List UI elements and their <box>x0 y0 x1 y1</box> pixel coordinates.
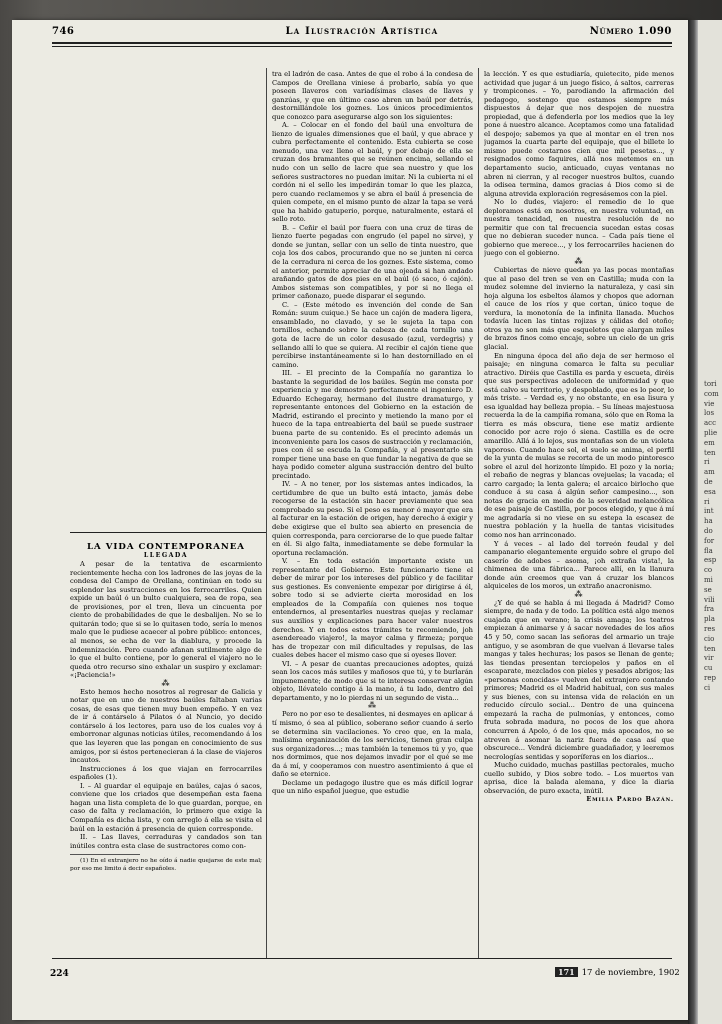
footer-date: 17 de noviembre, 1902 <box>581 967 680 977</box>
header-rule <box>52 42 672 44</box>
adjacent-page-fragment: vie <box>704 399 715 408</box>
adjacent-page-fragment: ten <box>704 644 716 653</box>
column-1 <box>70 543 262 953</box>
adjacent-page-fragment: com <box>704 389 719 398</box>
asterism-ornament: ⁂ <box>574 589 584 599</box>
paragraph: I. – Al guardar el equipaje en baúles, cajas ó sacos, conviene que los criados que desempeñan esta faena hagan una lista completa de lo que guardan, porque, en caso de falta y reclamación, lo primero que exige la Compañía es dicha lista, y con arreglo á ella se visita el baúl en la estación á presencia de quien corresponde. <box>70 781 262 833</box>
footnote: (1) En el extranjero no he oído á nadie quejarse de este mal; por eso me limito á decir españoles. <box>70 858 262 872</box>
adjacent-page-fragment: for <box>704 536 715 545</box>
footer-badge: 171 <box>555 967 578 977</box>
footer-page-number: 224 <box>50 969 69 979</box>
adjacent-page-fragment: esa <box>704 487 716 496</box>
adjacent-page-fragment: los <box>704 409 715 418</box>
adjacent-page-fragment: de <box>704 478 713 486</box>
section-title: LA VIDA CONTEMPORÁNEA <box>87 543 245 552</box>
adjacent-page-fragment: fla <box>704 546 713 555</box>
adjacent-page-fragment: co <box>704 566 713 575</box>
column-divider-2 <box>478 68 479 958</box>
paragraph: V. – En toda estación importante existe un representante del Gobierno. Este funcionario tiene el deber de mirar por los intereses del público y de facilitar sus gestiones. Es conveniente empezar por dirigirse á él, sobre todo si se advierte cierta morosidad en los empleados de la Compañía con quienes nos toque entendernos, al presentarles nuestras quejas y reclamar sus auxilios y explicaciones para hacer valer nuestros derechos. Y en todos estos trámites te recomiendo, joh asendereado viajero!, la mayor calma y firmeza; porque has de tropezar con mil dificultades y repulsas, de las cuales debes hacer el mismo caso que si oyeses llover. <box>272 557 473 660</box>
adjacent-page-fragment: cu <box>704 664 713 673</box>
page-number: 746 <box>52 26 75 37</box>
paragraph: IV. – A no tener, por los sistemas antes indicados, la certidumbre de que un bulto está intacto, jamás debe recogerse de la estación sin hacer previamente que sea comprobado su peso. Si el peso es menor ó mayor que era al facturar en la estación de origen, hay derecho á exigir y debe exigirse que el bulto sea abierto en presencia de quien corresponda, para cerciorarse de lo que puede faltar en él. Si algo falta, inmediatamente se debe formular la oportuna reclamación. <box>272 480 473 557</box>
paragraph: B. – Ceñir el baúl por fuera con una cruz de tiras de lienzo fuerte pegadas con engrudo (el papel no sirve), y donde se juntan, sellar con un sello de tinta nuestro, que coja los dos cabos, procurando que no se junten ni cerca de la cerradura ni cerca de los goznes. Este sistema, como el anterior, permite apreciar de una ojeada si han andado arañando gatos de dos pies en el baúl (ó saco, ó cajón). Ambos sistemas son compatibles, y por si no llega el primer cañonazo, puede disparar el segundo. <box>272 223 473 301</box>
adjacent-page-fragment: cio <box>704 634 715 643</box>
paragraph: C. – (Este método es invención del conde de San Román: suum cuique.) Se hace un cajón de madera ligera, ensambIado, no clavado, y se le sujeta la tapa con tornillos, echando sobre la cabeza de cada tornillo una gota de lacre de un color desusado (azul, verdegris) y sellando allí lo que se quiera. Al recibir el cajón tiene que percibirse instantáneamente si lo han destornillado en el camino. <box>272 300 473 369</box>
paragraph: Esto hemos hecho nosotros al regresar de Galicia y notar que en uno de nuestros baúles faltaban varias cosas, de esas que tienen muy buen empeño. Y en vez de ir á contárselo á Pilatos ó al Nuncio, yo decido contárselo á los lectores, para uso de los cuales voy á emborronar algunas noticias útiles, recomendando á los que las leyeren que las pongan en conocimiento de sus amigos, por si éstos pertenecieran á la clase de viajeros incautos. <box>70 687 262 765</box>
footer-date-stamp <box>555 967 680 977</box>
adjacent-page-fragment: pla <box>704 615 715 624</box>
paragraph: Declame un pedagogo ilustre que es más difícil lograr que un niño español juegue, que estudie <box>272 778 473 796</box>
paragraph: III. – El precinto de la Compañía no garantiza lo bastante la seguridad de los baúles. Según me consta por experiencia y me demostró perfectamente el ingeniero D. Eduardo Echegaray, hermano del ilustre dramaturgo, y representante entonces del Gobierno en la estación de Madrid, estirando el precinto y metiendo la mano por el hueco de la tapa entreabierta del baúl se puede sustraer buena parte de su contenido. Es el precinto además un inconveniente para los casos de sustracción y reclamación, pues con él se escuda la Compañía, y al presentarlo sin romper tiene una base en que fundar la negativa de que se haya podido cometer alguna sustracción dentro del bulto precintado. <box>272 369 473 480</box>
adjacent-page-fragment: ri <box>704 458 710 467</box>
paragraph: A. – Colocar en el fondo del baúl una envoltura de lienzo de iguales dimensiones que el baúl, y que abrace y cubra perfectamente el contenido. Esta cubierta se cose menudo, una vez lleno el baúl, y por debajo de ella se cruzan dos bramantes que se reúnen encima, sellando el nudo con un sello de lacre que sea nuestro y que los señores sustractores no puedan imitar. Ni la cubierta ni el cordón ni el sello les impedirán tomar lo que les plazca, pero cuando reclamemos y se abra el baúl á presencia de quien compete, en el mismo punto de alzar la tapa se verá que ha habido gatuperio, porque, naturalmente, estará el sello roto. <box>272 121 473 224</box>
adjacent-page-fragment: esp <box>704 556 717 565</box>
paragraph: ¿Y de qué se habla á mi llegada á Madrid? Como siempre, de nada y de todo. La política está algo menos cuajada que en verano; la crisis amaga; los teatros empiezan á animarse y á sacar novedades de los años 45 y 50, como sacan las señoras del armario un traje antiguo, y se asombran de que vuelvan á llevarse tales mangas y tales hechuras; los pasos se llenan de gente; las tiendas presentan terciopelos y paños en el escaparate, mezclados con pieles y pesados abrigos; las «personas conocidas» vuelven del extranjero contando primores; Madrid es el Madrid habitual, con sus males y sus bienes, con su intensa vida de relación en un reducido círculo social... Dentro de una quincena empezará la racha de pulmonías, y entonces, como fruta sobrada madura, no pocos de los que ahora concurren á Apolo, ó de los que, más apocados, no se atreven á asomar la nariz fuera de casa así que obscurece... Vendrá diciembre guadañador, y leeremos necrologías sentidas y soporíferas en los diarios... <box>484 598 674 761</box>
adjacent-page-fragment: mi <box>704 576 713 584</box>
paragraph: Instrucciones á los que viajan en ferrocarriles españoles (1). <box>70 764 262 782</box>
paragraph: la lección. Y es que estudiaría, quietecito, pide menos actividad que jugar á un juego físico, á saltos, carreras y trompicones. – Yo, parodiando la afirmación del pedagogo, sostengo que estamos siempre más dispuestos á dejar que nos despojen de nuestra propiedad, que á defenderla por los medios que la ley pone á nuestro alcance. Aceptamos como una fatalidad el despojo; sabemos ya que al montar en el tren nos jugamos la cuarta parte del equipaje, que el billete lo mismo puede costarnos cien que mil pesetas..., y resignados como faquires, allá nos metemos en un departamento sucio, anticuado, cuyas ventanas no abren ni cierran, y al recoger nuestros bultos, cuando la odisea termina, damos gracias á Dios como si de alguna atrevida exploración regresásemos con la piel. <box>484 70 674 198</box>
adjacent-page-fragment: res <box>704 625 716 633</box>
footnote-rule <box>70 854 140 855</box>
page-header <box>52 26 672 40</box>
paragraph: No lo dudes, viajero: el remedio de lo que deploramos está en nosotros, en nuestra voluntad, en nuestra tenacidad, en nuestra resolución de no permitir que con tal frecuencia sucedan estas cosas que no debieran suceder nunca. – Cada país tiene el gobierno que merece..., y los ferrocarriles hacienen do juego con el gobierno. <box>484 198 674 258</box>
adjacent-page-fragment: ten <box>704 448 716 457</box>
adjacent-page-fragment: vili <box>704 595 715 604</box>
adjacent-page-fragment: acc <box>704 419 717 428</box>
adjacent-page-fragment: do <box>704 527 713 535</box>
column-2 <box>272 70 473 955</box>
adjacent-page-fragment: rep <box>704 674 716 682</box>
asterism-ornament: ⁂ <box>574 257 584 267</box>
footer-rule <box>52 958 672 959</box>
paragraph: Y á veces – al lado del torreón feudal y del campanario elegantemente erguido sobre el grupo del caserío de adobes – asoma, ¡oh extraña vista!, la chimenea de una fábrica... Parece allí, en la llanura donde aún creemos que van á cruzar los blancos alquiceles de los moros, un extraño anacronismo. <box>484 539 674 591</box>
adjacent-page-fragment: ha <box>704 517 713 526</box>
adjacent-page-fragment: se <box>704 585 712 594</box>
adjacent-page-fragment: ri <box>704 497 710 506</box>
paragraph: Cubiertas de nieve quedan ya las pocas montañas que al paso del tren se ven en Castilla; muda con la mudez solemne del invierno la naturaleza, y casi sin hoja alguna los esbeltos álamos y chopos que adornan el cauce de los ríos y que cortan, único toque de verdura, la monotonía de la infinita llanada. Muchos todavía lucen las tintas rojizas y cálidas del otoño; otros ya no son más que esqueletos que alargan miles de brazos finos como encaje, sobre un cielo de un gris glacial. <box>484 266 674 351</box>
paragraph: tra el ladrón de casa. Antes de que el robo á la condesa de Campos de Orellana viniese á probarlo, sabía yo que poseen llaveros con variadísimas clases de llaves y ganzúas, y que en último caso abren un baúl por detrás, destornillándole los goznes. Los únicos procedimientos que conozco para asegurarse algo son los siguientes: <box>272 70 473 121</box>
author-signature: Emilia Pardo Bazán. <box>586 795 674 804</box>
paragraph: Mucho cuidado, muchas pastillas pectorales, mucho cuello subido, y Dios sobre todo. – Los muertos van aprisa, dice la balada alemana, y dice la diaria observación, de puro exacta, inútil. <box>484 761 674 795</box>
paragraph: II. – Las llaves, cerraduras y candados son tan inútiles contra esta clase de sustractores como con- <box>70 833 262 850</box>
adjacent-page-fragment: fra <box>704 605 715 614</box>
adjacent-page-fragment: vir <box>704 654 714 663</box>
adjacent-page-edge <box>698 20 722 1024</box>
paragraph: VI. – A pesar de cuantas precauciones adoptes, quizá sean los cacos más sutiles y mañosos que tú, y te burlarán impunemente; de modo que si te interesa conservar algún objeto, llévatelo contigo á la mano, á tu lado, dentro del departamento, y no lo pierdas ni un segundo de vista... <box>272 659 473 702</box>
header-rule-thin <box>52 46 672 47</box>
paragraph: Pero no por eso te desalientes, ni desmayes en aplicar á tí mismo, ó sea al público, soberano señor cuando á serlo se determina sin vacilaciones. Yo creo que, en la mala, malísima organización de los servicios, tienen gran culpa sus organizadores...; mas también la tenemos tú y yo, que nos dormimos, que nos dejamos invadir por el qué se me da á mí, y cooperamos con nuestro asentimiento á que el daño se eternice. <box>272 710 473 779</box>
adjacent-page-fragment: int <box>704 507 714 516</box>
section-rule <box>70 532 266 533</box>
paragraph: A pesar de la tentativa de escarmiento recientemente hecha con los ladrones de las joyas de la condesa del Campo de Orellana, continúan en todo su esplendor las sustracciones en los ferrocarriles. Quien expide un baúl ó un bulto cualquiera, sea de ropa, sea de provisiones, por el tren, lleva un cincuenta por ciento de probabilidades de que le desbalijen. No se lo quitarán todo; que si se lo quitasen todo, sería lo menos malo que le pudiese acaecer al pobre público: entonces, al menos, se echa de ver la diablura, y procede la indemnización. Pero cuando afanan sutilmente algo de lo que el bulto contiene, por lo general el viajero no le queda otro recurso sino exhalar un suspiro y exclamar: «¡Paciencia!» <box>70 560 262 680</box>
column-divider-1 <box>266 68 267 958</box>
issue-number: Número 1.090 <box>589 26 672 37</box>
adjacent-page-fragment: em <box>704 438 715 447</box>
adjacent-page-fragment: am <box>704 468 715 477</box>
magazine-title: La Ilustración Artística <box>285 26 439 37</box>
adjacent-page-fragment: tori <box>704 380 717 388</box>
asterism-ornament: ⁂ <box>368 701 377 711</box>
section-subtitle: LLEGADA <box>143 551 189 559</box>
adjacent-page-fragment: plie <box>704 429 718 437</box>
column-3 <box>484 70 674 955</box>
page-gutter <box>688 20 698 1024</box>
adjacent-page-fragment: ci <box>704 683 711 692</box>
asterism-ornament: ⁂ <box>161 678 171 688</box>
paragraph: En ninguna época del año deja de ser hermoso el paisaje; en ninguna comarca le falta su peculiar atractivo. Diréis que Castilla es parda y escueta, diréis que sus perspectivas adolecen de uniformidad y que está calvo su territorio, y despoblado, que es lo peor, lo más triste. – Verdad es, y no obstante, en esa lisura y esa igualdad hay belleza propia. – Su líneas majestuosa recuerda la de la campiña romana, sólo que en Roma la tierra es más obscura, tiene ese matiz ardiente conocido por acre rojo ó siena. Castilla es de ocre amarillo. Allá á lo lejos, sus montañas son de un violeta vaporoso. Cuando hace sol, el suelo se anima, el perfil de la yunta de mulas se recorta de un modo pintoresco sobre el azul del horizonte límpido. El pozo y la noria; el rebaño de negras y blancas ovejuelas; la vacada; el carro cargado; la lenta galera; el arcaico birlocho que conduce á su casa á algún señor campesino..., son notas de gracia en medio de la severidad melancólica de ese paisaje de Castilla, por pocos elegido, y que á mí me agradaría si no viese en su estepa la escasez de nuestra población y la huella de tantas vicisitudes como nos han arrinconado. <box>484 351 674 539</box>
